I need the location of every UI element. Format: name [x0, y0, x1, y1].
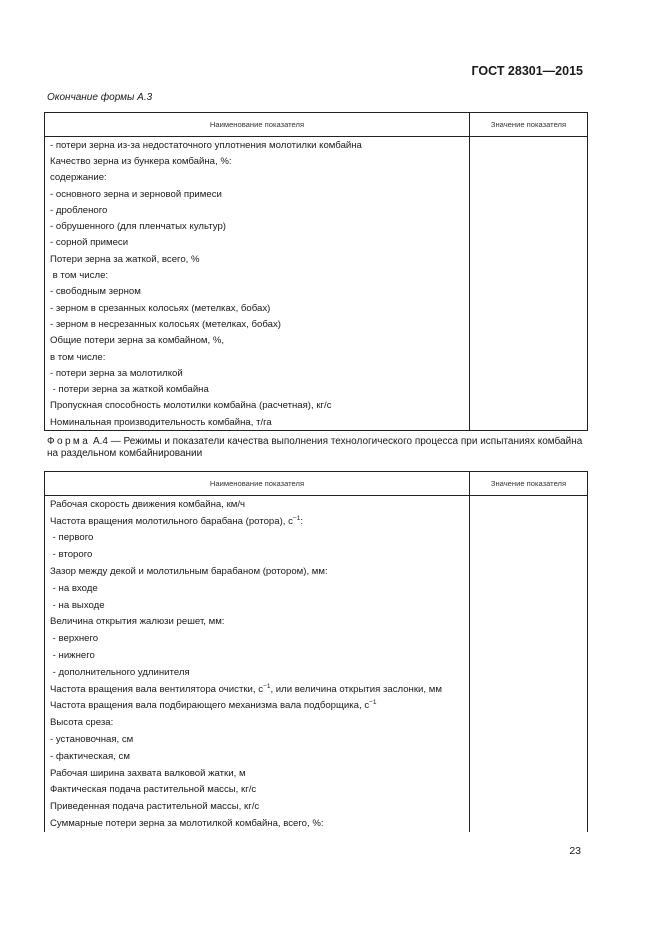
indicator-name: - верхнего — [50, 633, 99, 645]
caption-text: А.4 — Режимы и показатели качества выполнения технологического процесса при испытаниях комбайна на раздельном комбайнировании — [47, 436, 583, 459]
indicator-name-cell — [45, 765, 470, 782]
table-row — [45, 765, 588, 782]
indicator-name: - дополнительного удлинителя — [50, 666, 190, 678]
column-header-name: Наименование показателя — [45, 472, 470, 496]
indicator-name-cell — [45, 284, 470, 300]
indicator-value-cell — [470, 137, 588, 154]
indicator-name: в том числе: — [50, 270, 109, 282]
table-row — [45, 630, 588, 647]
indicator-name-suffix: , или величина открытия заслонки, мм — [270, 683, 442, 695]
indicator-name-cell — [45, 267, 470, 283]
table-row — [45, 530, 588, 547]
table-row — [45, 782, 588, 799]
indicator-name-cell — [45, 316, 470, 332]
table-row — [45, 251, 588, 267]
indicator-name-cell — [45, 597, 470, 614]
indicator-value-cell — [470, 731, 588, 748]
indicator-name: Приведенная подача растительной массы, кг/с — [50, 801, 260, 813]
indicator-name-cell — [45, 333, 470, 349]
table-form-a3-end — [44, 112, 588, 431]
indicator-name-cell — [45, 365, 470, 381]
table-form-a4 — [44, 471, 588, 832]
indicator-name: Рабочая скорость движения комбайна, км/ч — [50, 498, 246, 510]
indicator-name-cell — [45, 698, 470, 715]
indicator-name: в том числе: — [50, 351, 106, 363]
indicator-value-cell — [470, 251, 588, 267]
indicator-name-cell — [45, 681, 470, 698]
table-row — [45, 398, 588, 414]
indicator-value-cell — [470, 186, 588, 202]
indicator-value-cell — [470, 218, 588, 234]
table-row — [45, 681, 588, 698]
indicator-name-cell — [45, 563, 470, 580]
caption-form-word: Форма — [47, 436, 91, 447]
indicator-value-cell — [470, 414, 588, 431]
column-header-value: Значение показателя — [470, 113, 588, 137]
indicator-name: - сорной примеси — [50, 237, 129, 249]
indicator-value-cell — [470, 202, 588, 218]
table-row — [45, 513, 588, 530]
indicator-name-cell — [45, 496, 470, 513]
indicator-value-cell — [470, 398, 588, 414]
indicator-name-cell — [45, 580, 470, 597]
indicator-value-cell — [470, 333, 588, 349]
indicator-name-cell — [45, 349, 470, 365]
indicator-name-cell — [45, 748, 470, 765]
indicator-name: Частота вращения вала вентилятора очистки, с — [50, 683, 264, 695]
table1-caption: Окончание формы А.3 — [47, 92, 153, 103]
indicator-value-cell — [470, 530, 588, 547]
indicator-name: - потери зерна за молотилкой — [50, 367, 183, 379]
indicator-name-cell — [45, 235, 470, 251]
indicator-name-cell — [45, 546, 470, 563]
table-row — [45, 153, 588, 169]
page-number: 23 — [569, 845, 581, 857]
indicator-name-cell — [45, 664, 470, 681]
indicator-value-cell — [470, 782, 588, 799]
indicator-value-cell — [470, 748, 588, 765]
indicator-name: - на входе — [50, 582, 98, 594]
table-row — [45, 137, 588, 154]
indicator-value-cell — [470, 580, 588, 597]
table-row — [45, 333, 588, 349]
indicator-value-cell — [470, 365, 588, 381]
indicator-name: - зерном в срезанных колосьях (метелках, бобах) — [50, 302, 271, 314]
table-row — [45, 202, 588, 218]
indicator-name-cell — [45, 630, 470, 647]
indicator-name-cell — [45, 530, 470, 547]
indicator-name: Фактическая подача растительной массы, кг/с — [50, 784, 257, 796]
indicator-name: Высота среза: — [50, 717, 114, 729]
indicator-name-suffix: : — [300, 515, 304, 527]
table-row — [45, 365, 588, 381]
indicator-value-cell — [470, 614, 588, 631]
table-row — [45, 714, 588, 731]
table2-caption — [47, 436, 587, 460]
indicator-name: Суммарные потери зерна за молотилкой комбайна, всего, %: — [50, 818, 324, 830]
indicator-name: - установочная, см — [50, 734, 134, 746]
indicator-name: - обрушенного (для пленчатых культур) — [50, 221, 226, 233]
table-row — [45, 300, 588, 316]
table-row — [45, 546, 588, 563]
table-row — [45, 664, 588, 681]
table-row — [45, 748, 588, 765]
indicator-name: Частота вращения вала подбирающего механизма вала подборщика, с — [50, 700, 370, 712]
indicator-value-cell — [470, 153, 588, 169]
indicator-name: - нижнего — [50, 650, 95, 662]
table-row — [45, 614, 588, 631]
table-row — [45, 731, 588, 748]
indicator-name-cell — [45, 381, 470, 397]
table-row — [45, 235, 588, 251]
table-row — [45, 496, 588, 513]
indicator-name: - дробленого — [50, 204, 108, 216]
indicator-name: Величина открытия жалюзи решет, мм: — [50, 616, 225, 628]
table-row — [45, 349, 588, 365]
indicator-name: Пропускная способность молотилки комбайна (расчетная), кг/с — [50, 400, 332, 412]
indicator-name-cell — [45, 614, 470, 631]
indicator-value-cell — [470, 381, 588, 397]
indicator-value-cell — [470, 267, 588, 283]
indicator-name-cell — [45, 513, 470, 530]
indicator-name-cell — [45, 153, 470, 169]
unit-exponent: −1 — [263, 682, 271, 690]
indicator-name: - первого — [50, 532, 94, 544]
indicator-name-cell — [45, 398, 470, 414]
table-row — [45, 580, 588, 597]
indicator-name-cell — [45, 782, 470, 799]
indicator-value-cell — [470, 235, 588, 251]
indicator-name: - второго — [50, 549, 93, 561]
indicator-value-cell — [470, 630, 588, 647]
indicator-name: - основного зерна и зерновой примеси — [50, 188, 222, 200]
indicator-name-cell — [45, 731, 470, 748]
indicator-value-cell — [470, 597, 588, 614]
indicator-value-cell — [470, 496, 588, 513]
indicator-name-cell — [45, 798, 470, 815]
indicator-name-cell — [45, 186, 470, 202]
indicator-name: Номинальная производительность комбайна, т/га — [50, 416, 272, 428]
indicator-name: - свободным зерном — [50, 286, 141, 298]
indicator-value-cell — [470, 563, 588, 580]
indicator-value-cell — [470, 546, 588, 563]
table-row — [45, 284, 588, 300]
indicator-value-cell — [470, 647, 588, 664]
indicator-name-cell — [45, 714, 470, 731]
document-code: ГОСТ 28301—2015 — [471, 64, 583, 78]
indicator-value-cell — [470, 765, 588, 782]
indicator-name-cell — [45, 414, 470, 431]
indicator-value-cell — [470, 698, 588, 715]
column-header-name: Наименование показателя — [45, 113, 470, 137]
unit-exponent: −1 — [292, 514, 301, 522]
column-header-value: Значение показателя — [470, 472, 588, 496]
table-row — [45, 597, 588, 614]
indicator-value-cell — [470, 815, 588, 832]
indicator-value-cell — [470, 664, 588, 681]
table-row — [45, 316, 588, 332]
indicator-value-cell — [470, 170, 588, 186]
indicator-name: Общие потери зерна за комбайном, %, — [50, 335, 225, 347]
indicator-name: Зазор между декой и молотильным барабаном (ротором), мм: — [50, 566, 328, 578]
indicator-name: - потери зерна из-за недостаточного уплотнения молотилки комбайна — [50, 139, 362, 151]
table-row — [45, 563, 588, 580]
indicator-name-cell — [45, 137, 470, 154]
table-row — [45, 218, 588, 234]
table-row — [45, 798, 588, 815]
indicator-name-cell — [45, 300, 470, 316]
table-row — [45, 414, 588, 431]
unit-exponent: −1 — [369, 699, 377, 707]
indicator-name-cell — [45, 170, 470, 186]
indicator-name-cell — [45, 815, 470, 832]
indicator-name: содержание: — [50, 172, 107, 184]
indicator-name: - потери зерна за жаткой комбайна — [50, 384, 209, 396]
table-row — [45, 698, 588, 715]
indicator-name: Потери зерна за жаткой, всего, % — [50, 253, 200, 265]
indicator-value-cell — [470, 300, 588, 316]
table-row — [45, 186, 588, 202]
indicator-name: Частота вращения молотильного барабана (ротора), с — [50, 515, 293, 527]
indicator-name: Рабочая ширина захвата валковой жатки, м — [50, 767, 246, 779]
indicator-value-cell — [470, 513, 588, 530]
table-row — [45, 647, 588, 664]
indicator-name: - на выходе — [50, 599, 105, 611]
indicator-name: - зерном в несрезанных колосьях (метелках, бобах) — [50, 318, 281, 330]
indicator-value-cell — [470, 798, 588, 815]
indicator-value-cell — [470, 714, 588, 731]
indicator-name-cell — [45, 218, 470, 234]
indicator-name-cell — [45, 251, 470, 267]
indicator-value-cell — [470, 284, 588, 300]
table-row — [45, 815, 588, 832]
indicator-name: Качество зерна из бункера комбайна, %: — [50, 155, 232, 167]
table-row — [45, 267, 588, 283]
indicator-name: - фактическая, см — [50, 750, 130, 762]
indicator-value-cell — [470, 349, 588, 365]
indicator-name-cell — [45, 202, 470, 218]
indicator-value-cell — [470, 681, 588, 698]
table-row — [45, 381, 588, 397]
indicator-name-cell — [45, 647, 470, 664]
table-row — [45, 170, 588, 186]
indicator-value-cell — [470, 316, 588, 332]
